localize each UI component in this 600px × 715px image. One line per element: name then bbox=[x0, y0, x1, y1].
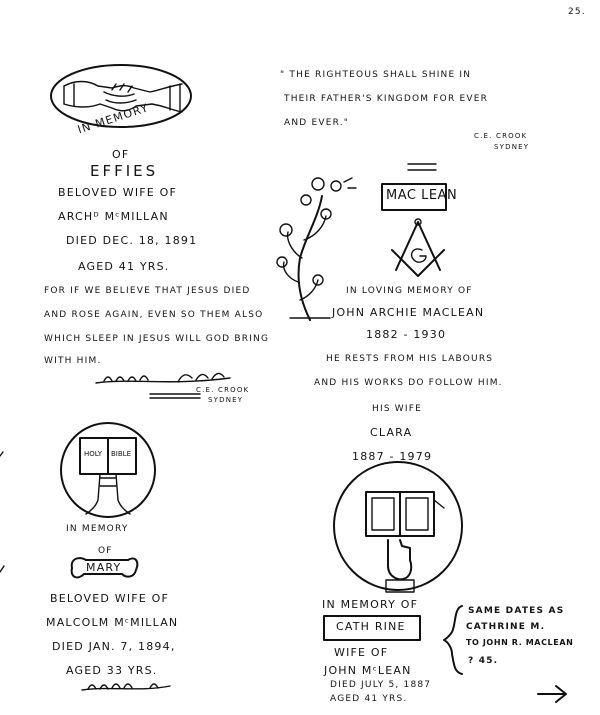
note-bracket bbox=[444, 606, 462, 674]
effie-died: DIED DEC. 18, 1891 bbox=[66, 234, 198, 247]
edge-marks bbox=[0, 452, 4, 572]
maclean-line1: HE RESTS FROM HIS LABOURS bbox=[326, 354, 494, 364]
vine-flourish-icon bbox=[82, 684, 170, 690]
arrow-right-icon bbox=[538, 686, 566, 702]
mary-died: DIED JAN. 7, 1894, bbox=[52, 640, 176, 653]
maclean-quote-3: AND EVER." bbox=[284, 118, 350, 128]
page-number: 25. bbox=[568, 7, 586, 17]
open-book-hand-icon bbox=[334, 462, 462, 592]
catherine-in-memory-of: IN MEMORY OF bbox=[322, 598, 419, 611]
bible-right-text: BIBLE bbox=[111, 450, 131, 458]
effie-carver-1: C.E. CROOK bbox=[196, 386, 250, 394]
note-line-3: TO JOHN R. MACLEAN bbox=[466, 638, 574, 647]
note-line-2: CATHRINE M. bbox=[466, 622, 546, 632]
effie-verse-3: WHICH SLEEP IN JESUS WILL GOD BRING bbox=[44, 334, 270, 344]
effie-of: OF bbox=[112, 148, 130, 161]
flower-plant-icon bbox=[277, 178, 356, 320]
holy-bible-icon bbox=[61, 423, 155, 517]
effie-line2: ARCHᴰ MᶜMILLAN bbox=[58, 210, 169, 223]
mary-of: OF bbox=[98, 546, 113, 556]
bible-left-text: HOLY bbox=[84, 450, 103, 458]
square-and-compass-icon bbox=[392, 219, 444, 276]
effie-name: EFFIES bbox=[90, 162, 159, 180]
effie-verse-1: FOR IF WE BELIEVE THAT JESUS DIED bbox=[44, 286, 251, 296]
effie-carver-2: SYDNEY bbox=[208, 396, 244, 404]
mary-name: MARY bbox=[86, 561, 122, 574]
maclean-dates: 1882 - 1930 bbox=[366, 328, 447, 341]
mary-in-memory: IN MEMORY bbox=[66, 524, 129, 534]
catherine-name: CATH RINE bbox=[336, 620, 406, 633]
maclean-his-wife: HIS WIFE bbox=[372, 404, 423, 414]
maclean-carver-1: C.E. CROOK bbox=[474, 132, 528, 140]
catherine-aged: AGED 41 YRS. bbox=[330, 694, 408, 704]
mary-line1: BELOVED WIFE OF bbox=[50, 592, 170, 605]
divider-lines bbox=[408, 164, 436, 170]
maclean-carver-2: SYDNEY bbox=[494, 143, 530, 151]
effie-aged: AGED 41 YRS. bbox=[78, 260, 170, 273]
catherine-husband: JOHN MᶜLEAN bbox=[324, 664, 412, 677]
effie-verse-4: WITH HIM. bbox=[44, 356, 102, 366]
maclean-quote-1: " THE RIGHTEOUS SHALL SHINE IN bbox=[280, 70, 472, 80]
mary-aged: AGED 33 YRS. bbox=[66, 664, 158, 677]
effie-verse-2: AND ROSE AGAIN, EVEN SO THEM ALSO bbox=[44, 310, 264, 320]
mary-line2: MALCOLM MᶜMILLAN bbox=[46, 616, 179, 629]
effie-in-memory: IN MEMORY bbox=[76, 101, 151, 137]
maclean-wife-dates: 1887 - 1979 bbox=[352, 450, 433, 463]
note-line-4: ? 45. bbox=[468, 656, 499, 666]
maclean-wife-name: CLARA bbox=[370, 426, 413, 439]
effie-line1: BELOVED WIFE OF bbox=[58, 186, 178, 199]
maclean-line2: AND HIS WORKS DO FOLLOW HIM. bbox=[314, 378, 503, 388]
catherine-died: DIED JULY 5, 1887 bbox=[330, 680, 432, 690]
maclean-name: JOHN ARCHIE MACLEAN bbox=[332, 306, 485, 319]
maclean-banner-text: MAC LEAN bbox=[386, 188, 458, 203]
note-line-1: SAME DATES AS bbox=[468, 606, 565, 616]
maclean-quote-2: THEIR FATHER'S KINGDOM FOR EVER bbox=[284, 94, 489, 104]
maclean-in-loving-memory: IN LOVING MEMORY OF bbox=[346, 286, 473, 296]
catherine-wife-of: WIFE OF bbox=[334, 646, 389, 659]
